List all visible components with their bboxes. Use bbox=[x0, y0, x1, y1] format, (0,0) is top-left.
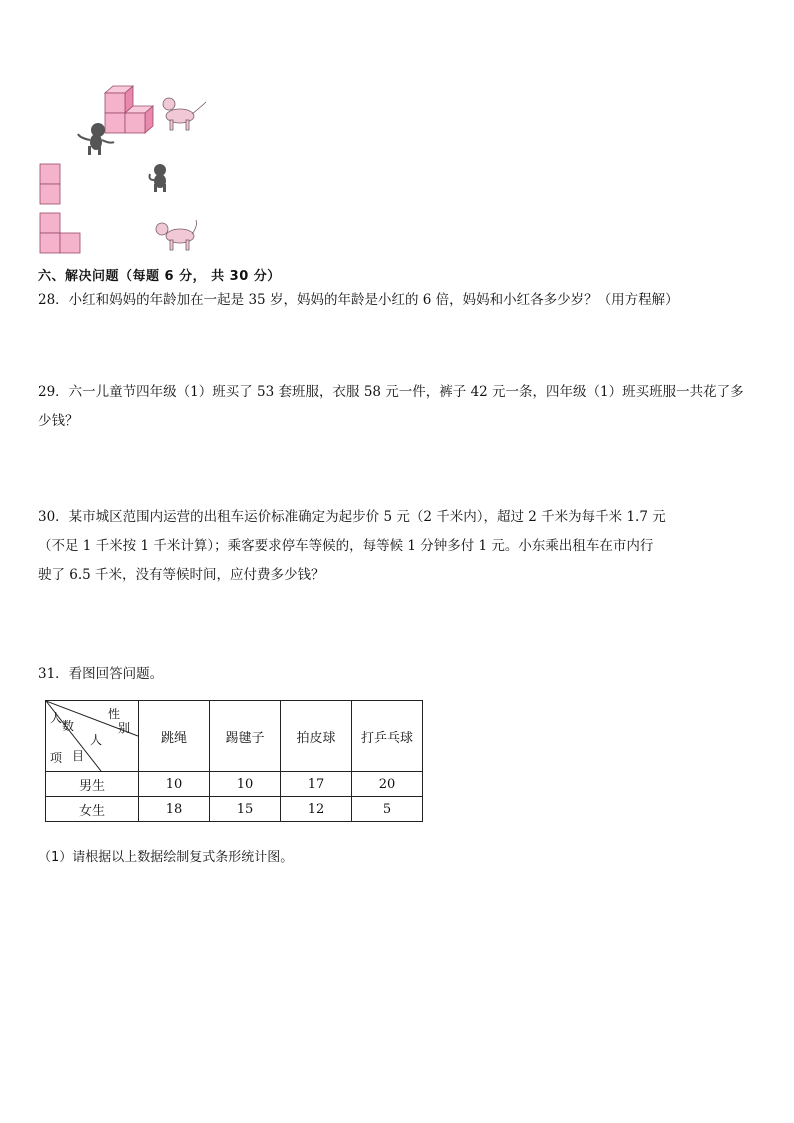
corner-label: 性 bbox=[108, 707, 121, 721]
table-header-row bbox=[46, 701, 423, 772]
corner-label: 别 bbox=[118, 721, 131, 735]
question-line: 少钱？ bbox=[38, 413, 79, 429]
table-cell: 10 bbox=[210, 772, 281, 797]
question-line: 30．某市城区范围内运营的出租车运价标准确定为起步价 5 元（2 千米内），超过 2 千米为每千米 1.7 元 bbox=[38, 509, 666, 525]
question-line: 28．小红和妈妈的年龄加在一起是 35 岁，妈妈的年龄是小红的 6 倍，妈妈和小红各多少岁？（用方程解） bbox=[38, 292, 679, 308]
table-corner-cell bbox=[46, 701, 139, 772]
question-line: 驶了 6.5 千米，没有等候时间，应付费多少钱？ bbox=[38, 567, 325, 583]
table-cell: 17 bbox=[281, 772, 352, 797]
question-30 bbox=[38, 503, 762, 590]
column-header: 拍皮球 bbox=[281, 701, 352, 772]
column-header: 踢毽子 bbox=[210, 701, 281, 772]
table-row bbox=[46, 797, 423, 822]
corner-label: 人 bbox=[50, 711, 63, 725]
table-cell: 10 bbox=[139, 772, 210, 797]
corner-label: 数 bbox=[62, 719, 75, 733]
column-header: 打乒乓球 bbox=[352, 701, 423, 772]
question-line: 29．六一儿童节四年级（1）班买了 53 套班服，衣服 58 元一件，裤子 42 元一条，四年级（1）班买班服一共花了多 bbox=[38, 384, 744, 400]
question-28 bbox=[38, 286, 762, 315]
table-cell: 5 bbox=[352, 797, 423, 822]
question-29 bbox=[38, 378, 762, 436]
column-header: 跳绳 bbox=[139, 701, 210, 772]
corner-label: 人 bbox=[90, 733, 103, 747]
stacked-cubes bbox=[105, 86, 153, 133]
data-table bbox=[45, 700, 423, 822]
question-line: （不足 1 千米按 1 千米计算）；乘客要求停车等候的，每等候 1 分钟多付 1 元。小东乘出租车在市内行 bbox=[38, 538, 654, 554]
view-l-squares bbox=[40, 213, 80, 253]
dog-icon bbox=[156, 220, 197, 250]
subquestion-1: （1）请根据以上数据绘制复式条形统计图。 bbox=[38, 850, 294, 865]
dog-icon bbox=[163, 98, 206, 130]
row-label: 男生 bbox=[46, 772, 139, 797]
section-title: 六、解决问题（每题 6 分， 共 30 分） bbox=[38, 269, 281, 284]
table-cell: 20 bbox=[352, 772, 423, 797]
cube-illustration bbox=[30, 80, 230, 260]
monkey-icon bbox=[150, 164, 167, 192]
question-31 bbox=[38, 660, 762, 689]
question-line: 31．看图回答问题。 bbox=[38, 666, 164, 682]
view-vertical-squares bbox=[40, 164, 60, 204]
table-row bbox=[46, 772, 423, 797]
corner-label: 项 bbox=[50, 751, 63, 765]
table-cell: 18 bbox=[139, 797, 210, 822]
table-cell: 12 bbox=[281, 797, 352, 822]
table-cell: 15 bbox=[210, 797, 281, 822]
row-label: 女生 bbox=[46, 797, 139, 822]
corner-label: 目 bbox=[72, 749, 85, 763]
